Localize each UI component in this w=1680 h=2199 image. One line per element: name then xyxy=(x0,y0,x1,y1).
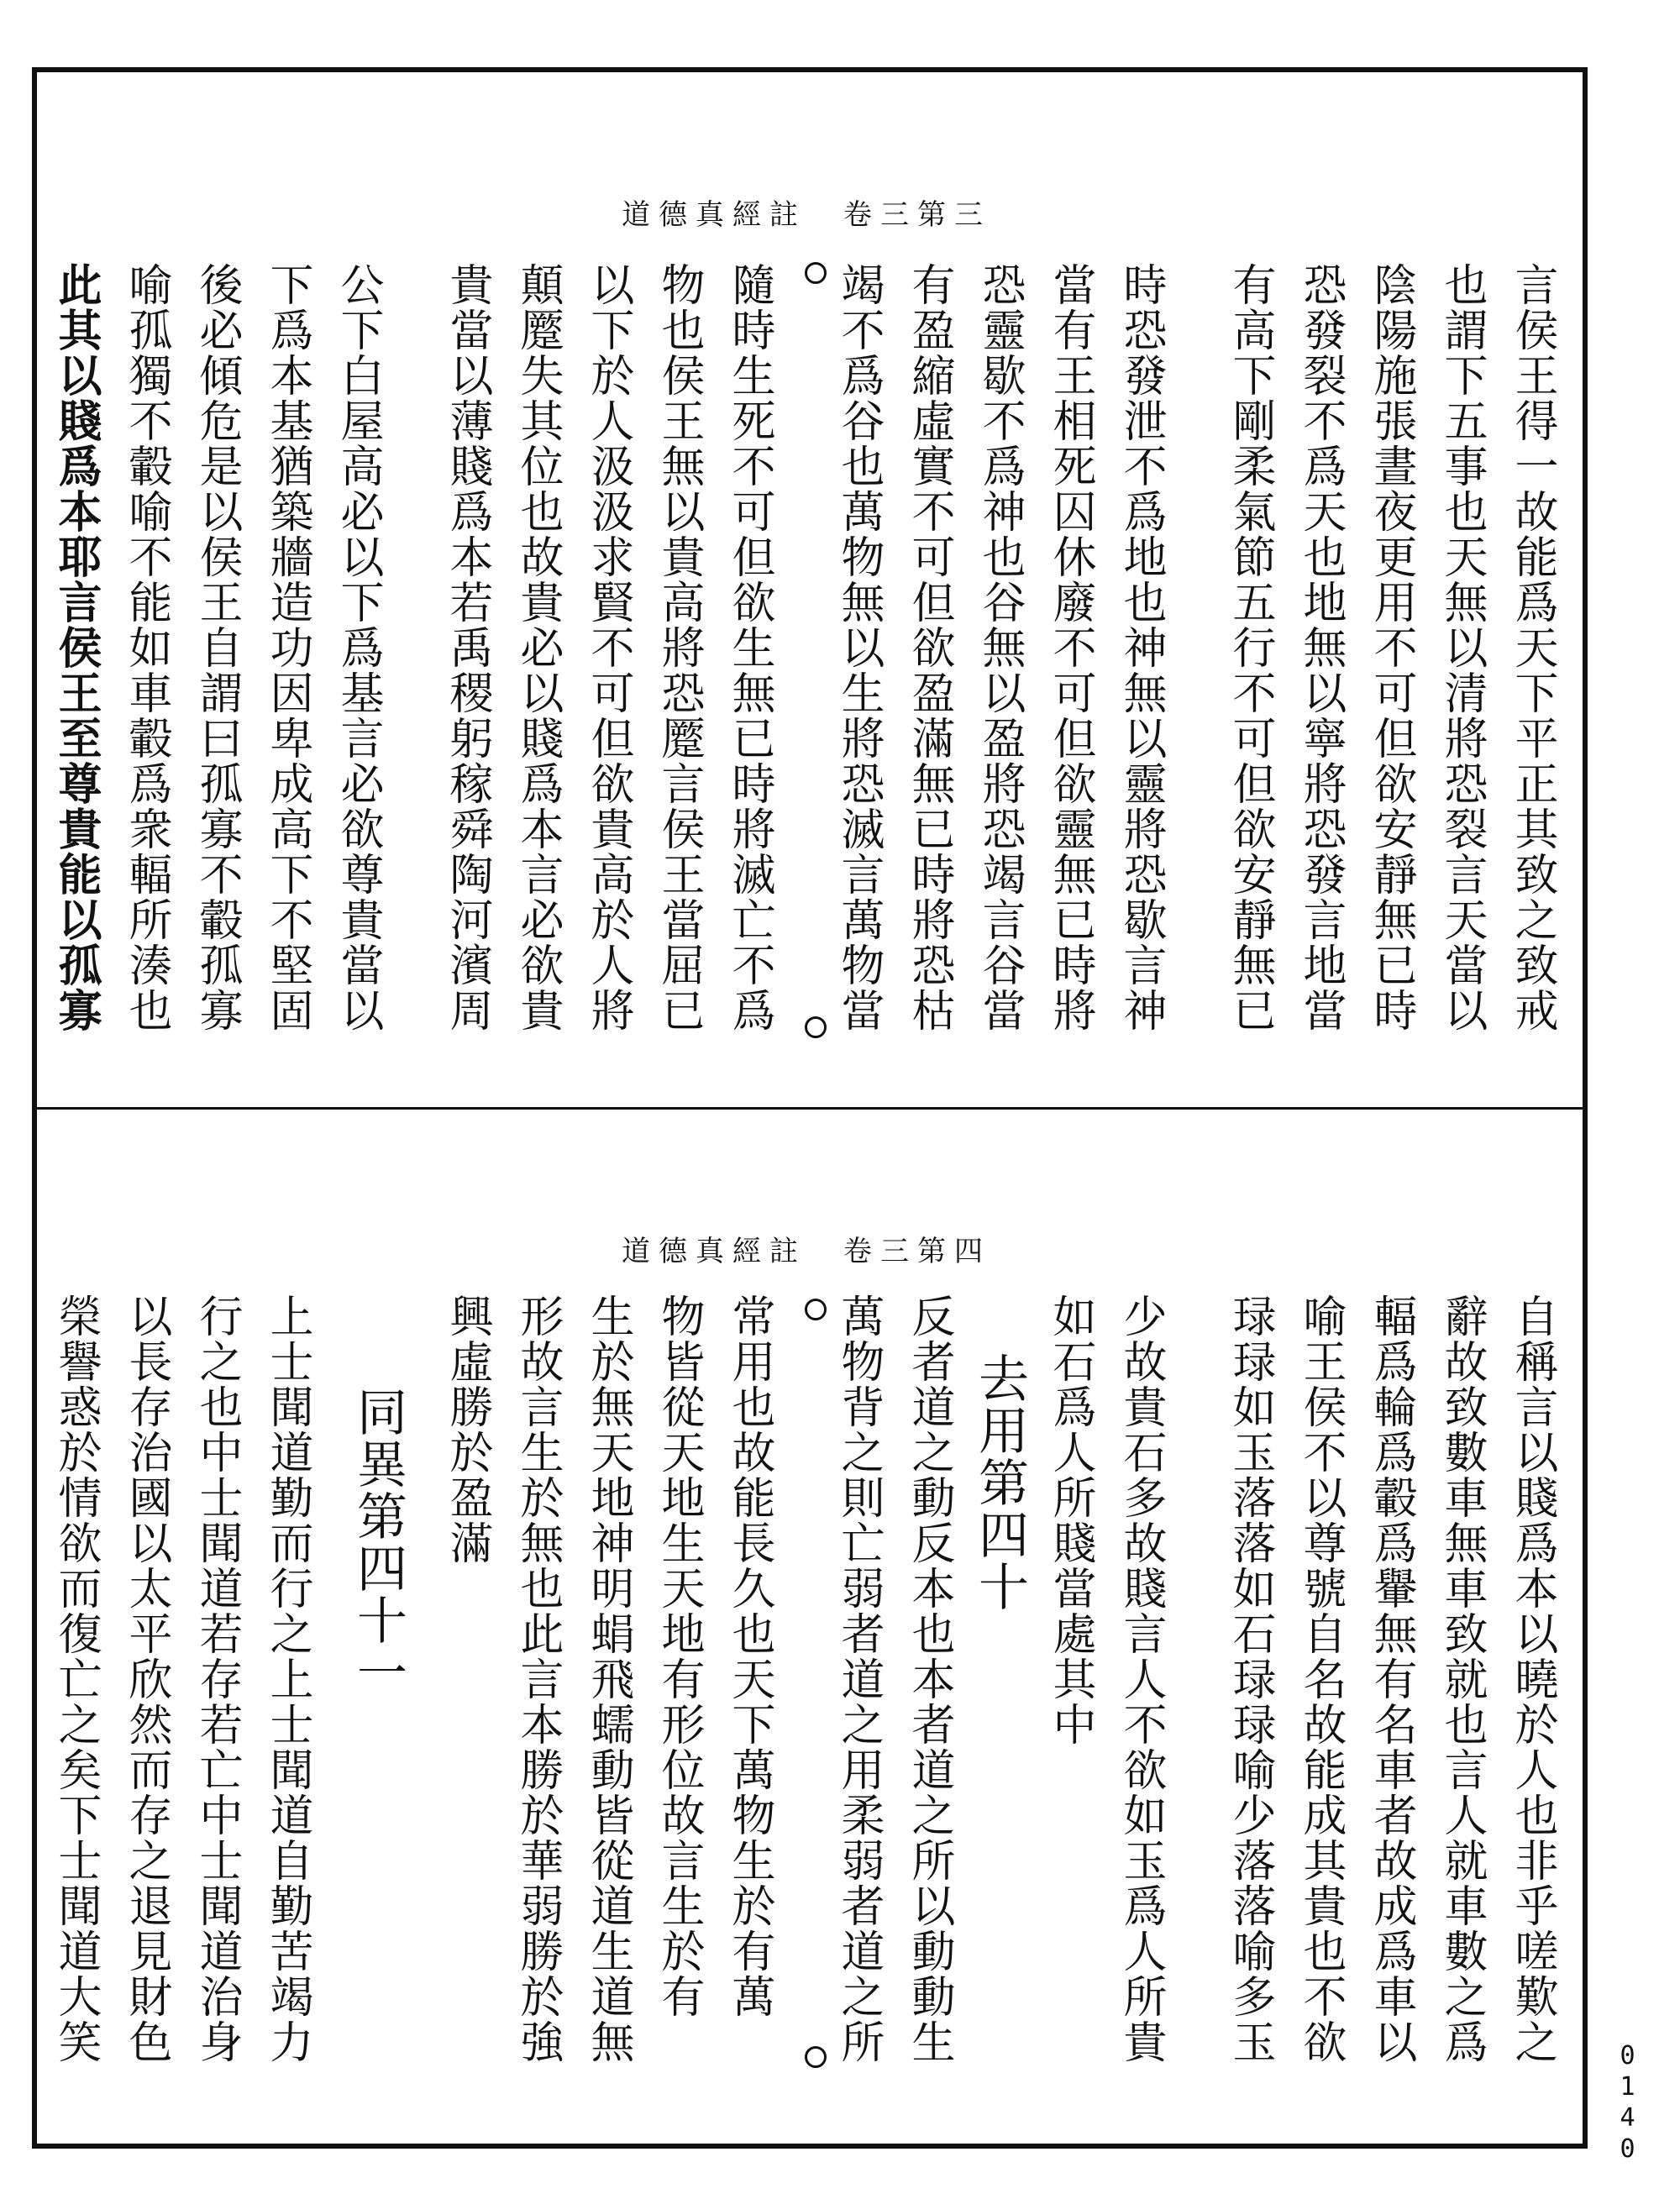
text-column: 以下於人汲汲求賢不可但欲貴高於人將 xyxy=(583,262,633,1033)
page-number: 0140 xyxy=(1613,2041,1642,2165)
chapter-title: 去用第四十 xyxy=(970,1352,1029,1613)
text-column: 恐靈歇不爲神也谷無以盈將恐竭言谷當 xyxy=(974,262,1025,1033)
bottom-page-header: 道德真經註 卷三第四 xyxy=(622,1235,991,1268)
text-column: 喻孤獨不轂喻不能如車轂爲衆輻所湊也 xyxy=(121,262,171,1033)
text-column: 恐發裂不爲天也地無以寧將恐發言地當 xyxy=(1295,262,1346,1033)
text-column: 行之也中士聞道若存若亡中士聞道治身 xyxy=(192,1294,242,2065)
text-column: 也謂下五事也天無以清將恐裂言天當以 xyxy=(1436,262,1487,1033)
text-column: 物皆從天地生天地有形位故言生於有 xyxy=(654,1294,704,2019)
text-column: 萬物背之則亡弱者道之用柔弱者道之所 xyxy=(833,1294,884,2065)
text-column: 有高下剛柔氣節五行不可但欲安靜無已 xyxy=(1225,262,1275,1033)
text-column: 下爲本基猶築牆造功因卑成高下不堅固 xyxy=(262,262,312,1033)
half-divider xyxy=(32,1107,1588,1110)
text-column: 反者道之動反本也本者道之所以動動生 xyxy=(904,1294,954,2065)
circle-mark xyxy=(805,262,827,284)
text-column: 時恐發泄不爲地也神無以靈將恐歇言神 xyxy=(1116,262,1166,1033)
text-column: 此其以賤爲本耶言侯王至尊貴能以孤寡 xyxy=(50,262,102,1033)
text-column: 後必傾危是以侯王自謂曰孤寡不轂孤寡 xyxy=(192,262,242,1033)
text-column: 形故言生於無也此言本勝於華弱勝於強 xyxy=(512,1294,563,2065)
text-column: 自稱言以賤爲本以曉於人也非乎嗟歎之 xyxy=(1507,1294,1557,2065)
text-column: 常用也故能長久也天下萬物生於有萬 xyxy=(724,1294,774,2019)
text-column: 榮譽惑於情欲而復亡之矣下士聞道大笑 xyxy=(50,1294,101,2065)
text-column: 琭琭如玉落落如石琭琭喻少落落喻多玉 xyxy=(1225,1294,1275,2065)
text-column: 公下白屋高必以下爲基言必欲尊貴當以 xyxy=(333,262,383,1033)
text-column: 上士聞道勤而行之上士聞道自勤苦竭力 xyxy=(262,1294,312,2065)
text-column: 當有王相死囚休廢不可但欲靈無已時將 xyxy=(1045,262,1095,1033)
text-column: 生於無天地神明蜎飛蠕動皆從道生道無 xyxy=(583,1294,633,2065)
text-column: 竭不爲谷也萬物無以生將恐滅言萬物當 xyxy=(833,262,884,1033)
text-column: 貴當以薄賤爲本若禹稷躬稼舜陶河濱周 xyxy=(442,262,492,1033)
circle-mark xyxy=(805,1016,827,1038)
text-column: 有盈縮虛實不可但欲盈滿無已時將恐枯 xyxy=(904,262,954,1033)
text-column: 顛蹷失其位也故貴必以賤爲本言必欲貴 xyxy=(512,262,563,1033)
chapter-title: 同異第四十一 xyxy=(349,1386,407,1698)
text-column: 喻王侯不以尊號自名故能成其貴也不欲 xyxy=(1295,1294,1346,2065)
text-column: 輻爲輪爲轂爲轝無有名車者故成爲車以 xyxy=(1366,1294,1416,2065)
text-column: 隨時生死不可但欲生無已時將滅亡不爲 xyxy=(724,262,774,1033)
top-page-header: 道德真經註 卷三第三 xyxy=(622,198,991,232)
text-column: 如石爲人所賤當處其中 xyxy=(1045,1294,1095,1747)
text-column: 陰陽施張晝夜更用不可但欲安靜無已時 xyxy=(1366,262,1416,1033)
circle-mark xyxy=(805,1299,827,1320)
text-column: 少故貴石多故賤言人不欲如玉爲人所貴 xyxy=(1116,1294,1166,2065)
circle-mark xyxy=(805,2046,827,2068)
text-column: 以長存治國以太平欣然而存之退見財色 xyxy=(121,1294,171,2065)
text-column: 辭故致數車無車致就也言人就車數之爲 xyxy=(1436,1294,1487,2065)
text-column: 興虛勝於盈滿 xyxy=(442,1294,492,1566)
text-column: 物也侯王無以貴高將恐蹷言侯王當屈已 xyxy=(654,262,704,1033)
text-column: 言侯王得一故能爲天下平正其致之致戒 xyxy=(1507,262,1557,1033)
